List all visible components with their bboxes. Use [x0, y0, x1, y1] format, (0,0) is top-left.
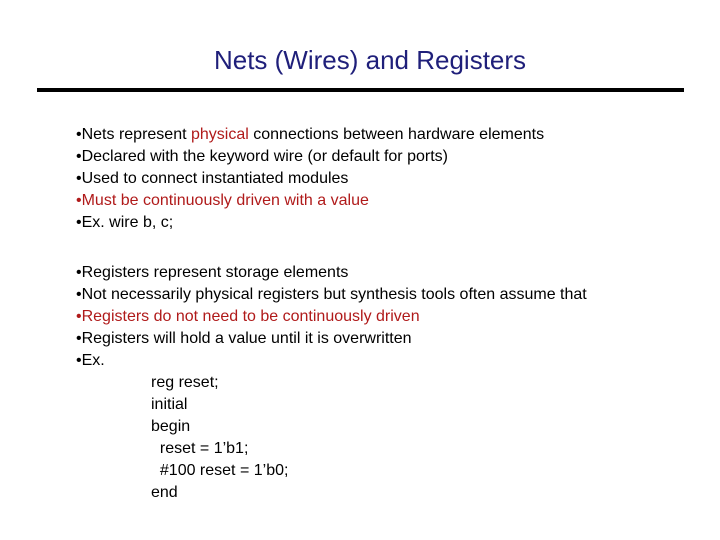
- code-line-reset-1: reset = 1’b1;: [151, 440, 249, 457]
- code-line-reg: reg reset;: [151, 374, 219, 391]
- code-line-initial: initial: [151, 396, 188, 413]
- registers-bullet-not-driven: •Registers do not need to be continuously driven: [76, 308, 420, 325]
- nets-bullet-physical-highlight: physical: [190, 126, 249, 143]
- title-underline: [37, 88, 684, 92]
- nets-bullet-physical-lead: •Nets represent: [76, 126, 191, 143]
- code-line-begin: begin: [151, 418, 191, 435]
- code-line-reset-0: #100 reset = 1’b0;: [151, 462, 289, 479]
- nets-bullet-driven: •Must be continuously driven with a value: [76, 192, 369, 209]
- slide-title: Nets (Wires) and Registers: [213, 45, 527, 75]
- nets-bullet-used: •Used to connect instantiated modules: [76, 170, 349, 187]
- registers-bullet-example: •Ex.: [76, 352, 105, 369]
- registers-bullet-list: [76, 262, 587, 504]
- code-line-end: end: [151, 484, 178, 501]
- registers-bullet-hold: •Registers will hold a value until it is overwritten: [76, 330, 412, 347]
- nets-bullet-list: [76, 124, 544, 234]
- nets-bullet-declared: •Declared with the keyword wire (or default for ports): [76, 148, 448, 165]
- registers-bullet-physical: •Not necessarily physical registers but synthesis tools often assume that: [76, 286, 587, 303]
- registers-bullet-storage: •Registers represent storage elements: [76, 264, 349, 281]
- nets-bullet-physical-tail: connections between hardware elements: [248, 126, 545, 143]
- nets-bullet-physical: [76, 124, 544, 146]
- nets-bullet-example: •Ex. wire b, c;: [76, 214, 174, 231]
